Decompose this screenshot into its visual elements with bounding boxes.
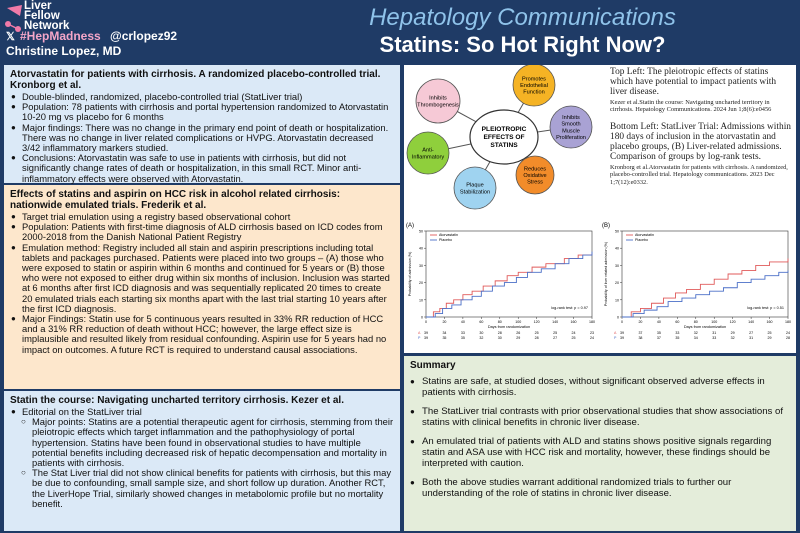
risk-value: 37	[638, 331, 643, 335]
diagram-node-label: Stabilization	[459, 189, 491, 196]
x-tick-label: 60	[675, 320, 680, 324]
list-item: ● Target trial emulation using a registry based observational cohort	[10, 212, 394, 222]
risk-value: 32	[479, 336, 484, 340]
reference-bottom-left: Kronborg et al.Atorvastatin for patients with cirrhosis. A randomized, placebo-controlled trial. Hepatology communications. 2023 Dec 1;7(12):e0332.	[610, 163, 788, 186]
risk-row-label: A	[418, 331, 421, 335]
section-title: Effects of statins and aspirin on HCC risk in alcohol related cirrhosis: nationwide emulated trials. Frederik et al.	[10, 189, 341, 211]
list-item: ● Emulation method: Registry included all stain and aspirin prescriptions including total tablets and packages purchased. Patients were placed into two groups – (A) those who were exposed to statin or aspirin within 6 months and continued for 5 years or (B) those who were not exposed to either drug within six months of inclusion. Inclusion was started at 6 months after first ICD diagnosis and was sequentially replicated 20 times to create 20 emulated trials each starting six months apart with the last trial starting 10 years after the first ICD diagnosis.	[10, 243, 394, 314]
diagram-node-label: Smooth	[561, 121, 581, 128]
x-tick-label: 40	[460, 320, 465, 324]
chart-frame	[426, 231, 592, 317]
chart-panel-label: (A)	[406, 223, 414, 229]
km-chart-admission	[404, 219, 600, 351]
risk-value: 29	[767, 336, 772, 340]
risk-value: 25	[571, 336, 576, 340]
x-logo-icon: 𝕏	[6, 31, 15, 43]
risk-value: 34	[442, 331, 447, 335]
summary-title: Summary	[410, 360, 456, 371]
chart-frame	[622, 231, 788, 317]
legend-label: Atorvastatin	[635, 233, 654, 237]
y-tick-label: 50	[419, 229, 423, 234]
x-tick-label: 60	[479, 320, 484, 324]
logo-wordmark: Liver Fellow Network	[24, 0, 70, 32]
x-tick-label: 80	[693, 320, 698, 324]
journal-title: Hepatology Communications	[369, 4, 676, 31]
x-tick-label: 120	[533, 320, 540, 324]
risk-value: 24	[571, 331, 576, 335]
section-statin-the-course	[4, 391, 400, 531]
list-item: ● Population: 78 patients with cirrhosis and portal hypertension randomized to Atorvastatin 10-20 mg vs placebo for 6 months	[10, 102, 394, 122]
y-tick-label: 30	[615, 263, 619, 268]
diagram-node-label: Endothelial	[520, 83, 548, 89]
x-tick-label: 140	[748, 320, 755, 324]
diagram-center-label: PLEIOTROPIC	[481, 126, 527, 133]
list-item: ● Major Findings: Statin use for 5 continuous years resulted in 33% RR reduction of HCC and a 31% RR reduction of death without HCC; however, the large effect size is implausible and resulted likely from residual confounding. Aspirin use for 5 years had no impact on outcomes. A future RCT is required to understand causal associations.	[10, 314, 394, 355]
risk-row-label: P	[418, 336, 421, 340]
x-axis-label: Days from randomization	[683, 325, 727, 329]
x-tick-label: 100	[711, 320, 718, 324]
diagram-node-label: Stress	[527, 179, 543, 186]
risk-value: 37	[656, 336, 661, 340]
y-tick-label: 40	[615, 246, 619, 251]
legend-label: Placebo	[635, 238, 648, 242]
risk-value: 31	[749, 336, 754, 340]
summary-item: ● Statins are safe, at studied doses, without significant observed adverse effects in patients with cirrhosis.	[410, 376, 790, 398]
diagram-center-label: EFFECTS OF	[483, 134, 525, 141]
y-tick-label: 50	[615, 229, 619, 234]
section-title: Statin the course: Navigating uncharted territory cirrhosis. Kezer et al.	[10, 395, 344, 406]
x-tick-label: 20	[442, 320, 447, 324]
bullet-list	[10, 407, 394, 509]
caption-top-left: Top Left: The pleiotropic effects of statins which have potential to impact patients with liver disease.	[610, 67, 777, 97]
reference-top-left: Kezer et al.Statin the course: Navigating uncharted territory in cirrhosis. Hepatology Communications. 2024 Jun 1;8(6):e0456	[610, 99, 772, 114]
risk-value: 31	[712, 331, 717, 335]
y-tick-label: 30	[419, 263, 423, 268]
legend-label: Atorvastatin	[439, 233, 458, 237]
risk-value: 33	[712, 336, 717, 340]
risk-value: 33	[675, 331, 680, 335]
risk-value: 23	[590, 331, 594, 335]
y-tick-label: 40	[419, 246, 423, 251]
twitter-handle: @crlopez92	[110, 29, 178, 43]
risk-value: 29	[730, 331, 735, 335]
x-tick-label: 140	[552, 320, 559, 324]
summary-list	[410, 376, 790, 499]
risk-value: 28	[497, 331, 502, 335]
pleiotropic-effects-diagram	[404, 65, 608, 215]
section-atorvastatin-trial	[4, 65, 400, 183]
x-tick-label: 180	[589, 320, 595, 324]
risk-row-label: A	[614, 331, 617, 335]
x-axis-label: Days from randomization	[487, 325, 531, 329]
risk-value: 39	[424, 336, 428, 340]
risk-value: 30	[497, 336, 502, 340]
x-tick-label: 160	[570, 320, 577, 324]
list-item: ● Population: Patients with first-time diagnosis of ALD cirrhosis based on ICD codes from 2000-2018 from the Danish National Patient Registry	[10, 222, 394, 242]
y-tick-label: 10	[615, 298, 619, 303]
diagram-node-label: Inhibits	[429, 95, 447, 102]
x-tick-label: 100	[515, 320, 522, 324]
x-tick-label: 80	[497, 320, 502, 324]
risk-value: 33	[460, 331, 465, 335]
chart-annotation: log-rank test: p = 0.51	[747, 306, 784, 310]
list-item: ● Major findings: There was no change in the primary end point of death or hospitalization. There was no change in liver related complications or HVPG. Atorvastatin decreased 3/42 inflammatory markers studied.	[10, 123, 394, 154]
summary-item: ● The StatLiver trial contrasts with prior observational studies that show associations of statins with clinical benefits in chronic liver disease.	[410, 406, 790, 428]
x-tick-label: 20	[638, 320, 643, 324]
risk-value: 25	[534, 331, 539, 335]
poster-title: Statins: So Hot Right Now?	[379, 32, 666, 57]
bullet-list	[10, 92, 394, 184]
diagram-node-label: Muscle	[562, 128, 580, 135]
x-tick-label: 160	[766, 320, 773, 324]
risk-value: 28	[786, 336, 790, 340]
logo-liver-shape-icon	[7, 5, 22, 16]
risk-value: 29	[516, 336, 521, 340]
risk-value: 25	[553, 331, 558, 335]
risk-value: 35	[442, 336, 447, 340]
diagram-node-label: Inhibits	[562, 115, 580, 122]
risk-value: 24	[786, 331, 790, 335]
y-axis-label: Probability of admission (%)	[408, 251, 412, 297]
risk-value: 39	[620, 336, 624, 340]
list-item: ○ The Stat Liver trial did not show clinical benefits for patients with cirrhosis, but this may be due to confounding, small sample size, and short follow up duration. Another RCT, the LiverHope Trial, similarly showed changes in metabolomic profile but no mortality benefit.	[10, 468, 394, 509]
x-tick-label: 0	[425, 320, 427, 324]
risk-row-label: P	[614, 336, 617, 340]
diagram-center-label: STATINS	[490, 142, 518, 149]
series-line	[622, 271, 788, 317]
diagram-node-label: Promotes	[522, 76, 546, 83]
author-name: Christine Lopez, MD	[6, 44, 122, 58]
diagram-node-label: Proliferation	[556, 134, 586, 141]
y-tick-label: 10	[419, 298, 423, 303]
section-statins-aspirin-hcc	[4, 185, 400, 389]
diagram-node-label: Plaque	[466, 182, 484, 189]
risk-value: 25	[767, 331, 772, 335]
risk-value: 30	[479, 331, 484, 335]
diagram-node-label: Anti-	[422, 147, 434, 154]
risk-value: 28	[534, 336, 539, 340]
summary-panel	[404, 356, 796, 531]
diagram-node-label: Reduces	[523, 166, 547, 173]
figure-captions	[610, 67, 792, 186]
section-title: Atorvastatin for patients with cirrhosis. A randomized placebo-controlled trial. Kronborg et al.	[10, 69, 381, 91]
y-tick-label: 20	[419, 281, 423, 286]
risk-value: 39	[620, 331, 624, 335]
diagram-node-label: Inflammatory	[411, 154, 445, 161]
diagram-node-label: Thrombogenesis	[417, 102, 459, 109]
figure-panel	[404, 65, 796, 353]
y-tick-label: 0	[421, 315, 423, 320]
risk-value: 26	[516, 331, 521, 335]
risk-value: 35	[460, 336, 465, 340]
chart-panel-label: (B)	[602, 223, 610, 229]
chart-annotation: log-rank test: p = 0.97	[551, 306, 588, 310]
summary-item: ● An emulated trial of patients with ALD and statins shows positive signals regarding statin and ASA use with HCC risk and mortality, however, these findings should be interpreted with caution.	[410, 436, 790, 469]
poster-header	[0, 0, 800, 62]
diagram-node-label: Oxidative	[523, 173, 547, 179]
x-tick-label: 40	[656, 320, 661, 324]
risk-value: 24	[590, 336, 594, 340]
list-item: ○ Major points: Statins are a potential therapeutic agent for cirrhosis, stemming from their pleiotropic effects which target inflammation and the pathophysiology of portal hypertension. Statins have been found in observational studies to have multiple potential benefits including decreased risk of hepatic decompensation and mortality in patients with cirrhosis.	[10, 417, 394, 468]
risk-value: 27	[553, 336, 558, 340]
risk-value: 35	[675, 336, 680, 340]
legend-label: Placebo	[439, 238, 452, 242]
x-tick-label: 0	[621, 320, 623, 324]
summary-item: ● Both the above studies warrant additional randomized trials to further our understanding of the role of statins in chronic liver disease.	[410, 477, 790, 499]
risk-value: 35	[656, 331, 661, 335]
list-item: ● Conclusions: Atorvastatin was safe to use in patients with cirrhosis, but did not significantly change rates of death or hospitalization, in this small RCT. Minor anti-inflammatory effects were observed with Atorvastatin.	[10, 153, 394, 184]
caption-bottom-left: Bottom Left: StatLiver Trial: Admissions within 180 days of inclusion in the atorvastatin and placebo groups, (B) Liver-related admissions. Comparison of groups by log-rank tests.	[610, 121, 791, 162]
list-item: ● Editorial on the StatLiver trial	[10, 407, 394, 417]
risk-value: 38	[638, 336, 643, 340]
hashtag: #HepMadness	[20, 29, 101, 43]
risk-value: 27	[749, 331, 754, 335]
x-tick-label: 120	[729, 320, 736, 324]
risk-value: 34	[693, 336, 698, 340]
list-item: ● Double-blinded, randomized, placebo-controlled trial (StatLiver trial)	[10, 92, 394, 102]
y-tick-label: 0	[617, 315, 619, 320]
km-chart-liver-admission	[600, 219, 796, 351]
risk-value: 32	[693, 331, 698, 335]
risk-value: 32	[730, 336, 735, 340]
y-tick-label: 20	[615, 281, 619, 286]
y-axis-label: Probability of liver related admission (%)	[604, 241, 608, 307]
diagram-node-label: Function	[523, 89, 545, 96]
x-tick-label: 180	[785, 320, 791, 324]
risk-value: 39	[424, 331, 428, 335]
bullet-list	[10, 212, 394, 355]
